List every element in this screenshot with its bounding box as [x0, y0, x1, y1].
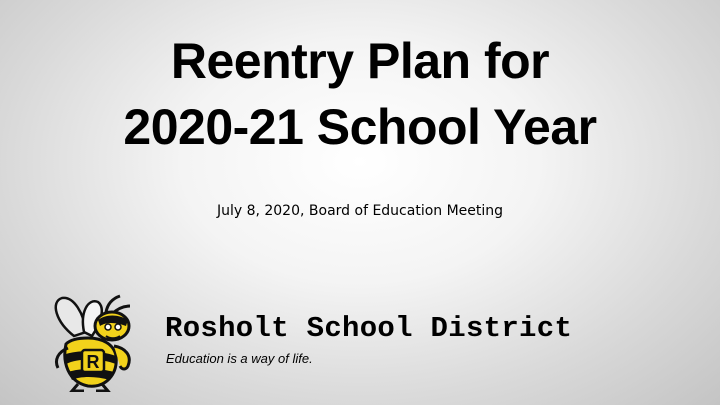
district-name: Rosholt School District — [165, 312, 573, 345]
title-line-2: 2020-21 School Year — [123, 99, 597, 155]
hornet-mascot-icon — [44, 292, 140, 392]
slide-title — [0, 28, 720, 160]
slide-subtitle: July 8, 2020, Board of Education Meeting — [216, 203, 504, 219]
logo-letter: R — [86, 352, 100, 372]
district-motto: Education is a way of life. — [166, 351, 313, 366]
title-line-1: Reentry Plan for — [170, 33, 550, 89]
